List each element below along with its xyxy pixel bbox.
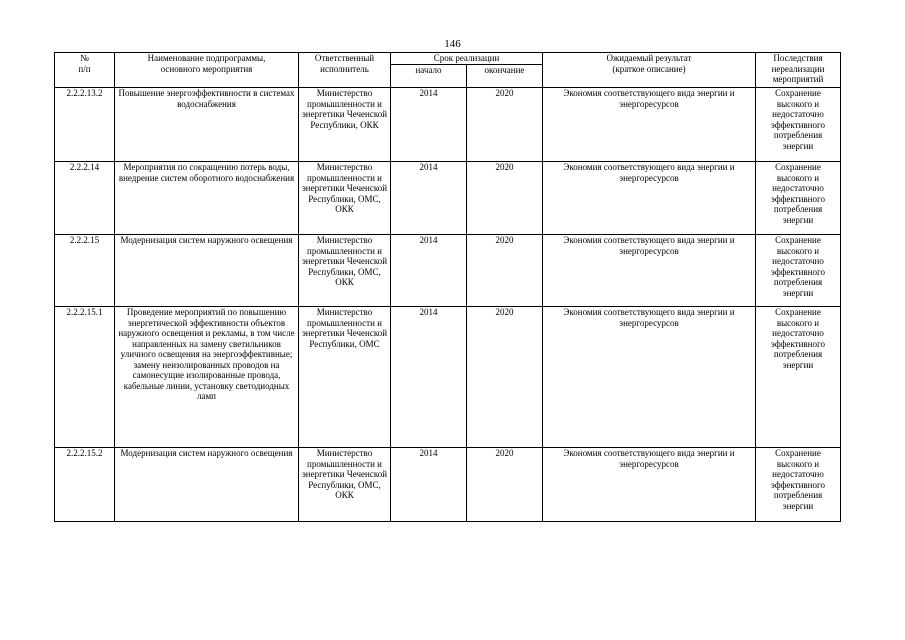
cell-name: Мероприятия по сокращению потерь воды, внедрение систем оборотного водоснабжения <box>115 162 299 235</box>
cell-result: Экономия соответствующего вида энергии и энергоресурсов <box>543 307 756 448</box>
header-num: № п/п <box>55 53 115 88</box>
cell-name: Модернизация систем наружного освещения <box>115 235 299 307</box>
header-start: начало <box>391 65 467 88</box>
table-row <box>55 235 841 307</box>
cell-consequences: Сохранение высокого и недостаточно эффективного потребления энергии <box>756 88 841 162</box>
cell-name: Проведение мероприятий по повышению энергетической эффективности объектов наружного освещения и рекламы, в том числе направленных на замену светильников уличного освещения на энергоэффективные; замену неизолированных проводов на самонесущие изолированные провода, кабельные линии, установку светодиодных ламп <box>115 307 299 448</box>
cell-num: 2.2.2.14 <box>55 162 115 235</box>
table-row <box>55 307 841 448</box>
cell-num: 2.2.2.13.2 <box>55 88 115 162</box>
cell-consequences: Сохранение высокого и недостаточно эффективного потребления энергии <box>756 235 841 307</box>
cell-result: Экономия соответствующего вида энергии и энергоресурсов <box>543 448 756 522</box>
cell-end: 2020 <box>467 307 543 448</box>
measures-table <box>54 52 841 522</box>
page-number: 146 <box>444 38 461 50</box>
cell-end: 2020 <box>467 448 543 522</box>
header-name: Наименование подпрограммы, основного мероприятия <box>115 53 299 88</box>
cell-consequences: Сохранение высокого и недостаточно эффективного потребления энергии <box>756 448 841 522</box>
cell-name: Повышение энергоэффективности в системах водоснабжения <box>115 88 299 162</box>
cell-result: Экономия соответствующего вида энергии и энергоресурсов <box>543 235 756 307</box>
cell-consequences: Сохранение высокого и недостаточно эффективного потребления энергии <box>756 307 841 448</box>
header-responsible: Ответственный исполнитель <box>299 53 391 88</box>
cell-end: 2020 <box>467 88 543 162</box>
cell-responsible: Министерство промышленности и энергетики Чеченской Республики, ОКК <box>299 88 391 162</box>
header-consequences: Последствия нереализации мероприятий <box>756 53 841 88</box>
cell-start: 2014 <box>391 307 467 448</box>
cell-result: Экономия соответствующего вида энергии и энергоресурсов <box>543 88 756 162</box>
table-row <box>55 162 841 235</box>
header-result: Ожидаемый результат (краткое описание) <box>543 53 756 88</box>
cell-num: 2.2.2.15 <box>55 235 115 307</box>
header-period: Срок реализации <box>391 53 543 65</box>
cell-num: 2.2.2.15.2 <box>55 448 115 522</box>
cell-responsible: Министерство промышленности и энергетики Чеченской Республики, ОМС, ОКК <box>299 235 391 307</box>
cell-start: 2014 <box>391 162 467 235</box>
cell-responsible: Министерство промышленности и энергетики Чеченской Республики, ОМС, ОКК <box>299 162 391 235</box>
cell-start: 2014 <box>391 88 467 162</box>
cell-num: 2.2.2.15.1 <box>55 307 115 448</box>
cell-start: 2014 <box>391 448 467 522</box>
table-header <box>55 53 841 88</box>
cell-end: 2020 <box>467 235 543 307</box>
cell-end: 2020 <box>467 162 543 235</box>
cell-consequences: Сохранение высокого и недостаточно эффективного потребления энергии <box>756 162 841 235</box>
cell-name: Модернизация систем наружного освещения <box>115 448 299 522</box>
table-row <box>55 88 841 162</box>
table-row <box>55 448 841 522</box>
cell-result: Экономия соответствующего вида энергии и энергоресурсов <box>543 162 756 235</box>
cell-responsible: Министерство промышленности и энергетики Чеченской Республики, ОМС, ОКК <box>299 448 391 522</box>
cell-start: 2014 <box>391 235 467 307</box>
header-end: окончание <box>467 65 543 88</box>
cell-responsible: Министерство промышленности и энергетики Чеченской Республики, ОМС <box>299 307 391 448</box>
